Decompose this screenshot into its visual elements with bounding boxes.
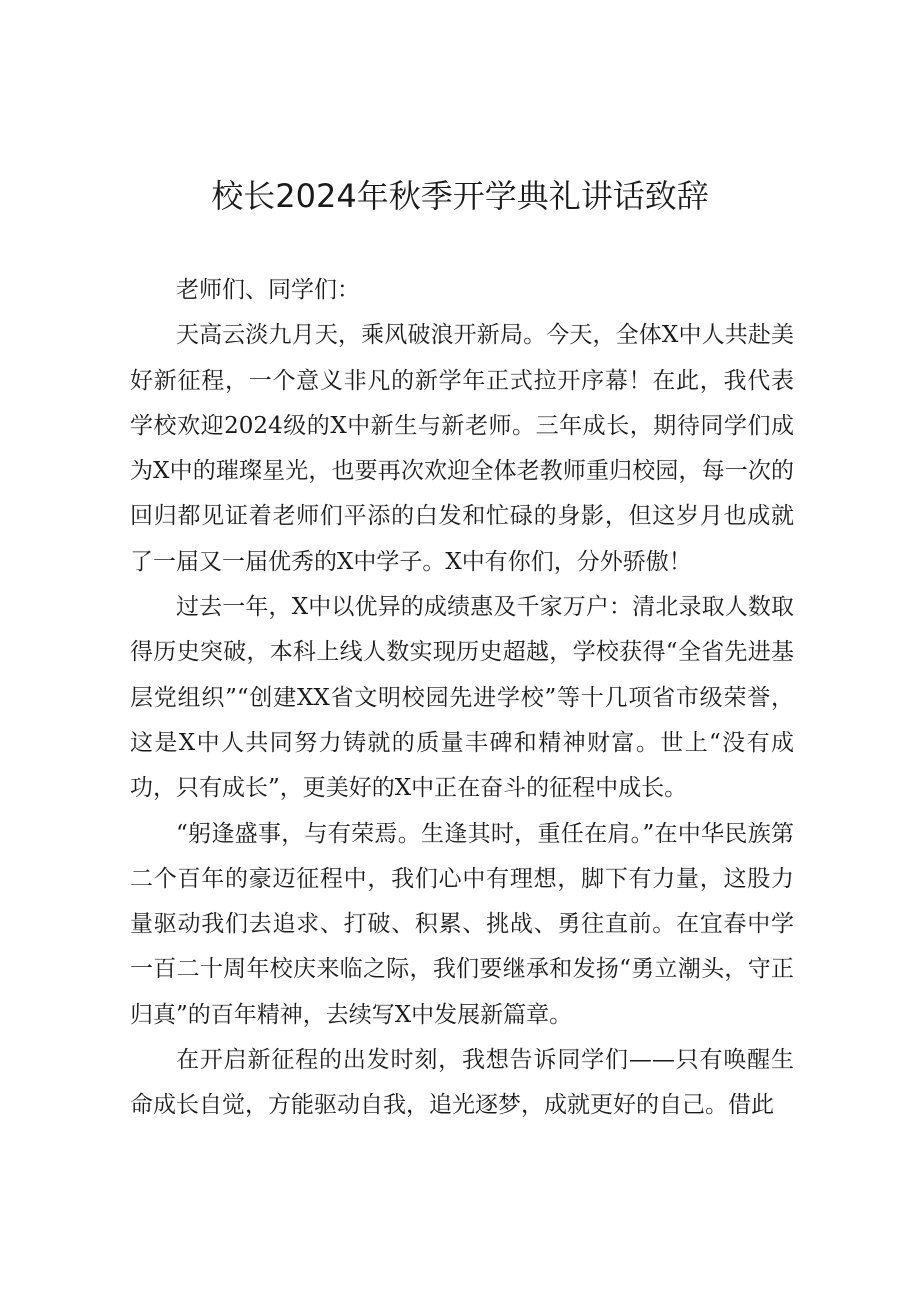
document-body <box>130 268 794 1129</box>
paragraph-2: 过去一年，X中以优异的成绩惠及千家万户：清北录取人数取得历史突破，本科上线人数实现历史超越，学校获得“全省先进基层党组织”“创建XX省文明校园先进学校”等十几项省市级荣誉，这是X中人共同努力铸就的质量丰碑和精神财富。世上“没有成功，只有成长”，更美好的X中正在奋斗的征程中成长。 <box>130 594 794 802</box>
document-title: 校长2024年秋季开学典礼讲话致辞 <box>211 177 709 215</box>
paragraph-4: 在开启新征程的出发时刻，我想告诉同学们——只有唤醒生命成长自觉，方能驱动自我，追光逐梦，成就更好的自己。借此 <box>130 1047 794 1119</box>
salutation: 老师们、同学们： <box>176 277 360 303</box>
paragraph-3: “躬逢盛事，与有荣焉。生逢其时，重任在肩。”在中华民族第二个百年的豪迈征程中，我们心中有理想，脚下有力量，这股力量驱动我们去追求、打破、积累、挑战、勇往直前。在宜春中学一百二十周年校庆来临之际，我们要继承和发扬“勇立潮头，守正归真”的百年精神，去续写X中发展新篇章。 <box>130 820 794 1028</box>
paragraph-1: 天高云淡九月天，乘风破浪开新局。今天，全体X中人共赴美好新征程，一个意义非凡的新学年正式拉开序幕！在此，我代表学校欢迎2024级的X中新生与新老师。三年成长，期待同学们成为X中的璀璨星光，也要再次欢迎全体老教师重归校园，每一次的回归都见证着老师们平添的白发和忙碌的身影，但这岁月也成就了一届又一届优秀的X中学子。X中有你们，分外骄傲！ <box>130 322 794 575</box>
